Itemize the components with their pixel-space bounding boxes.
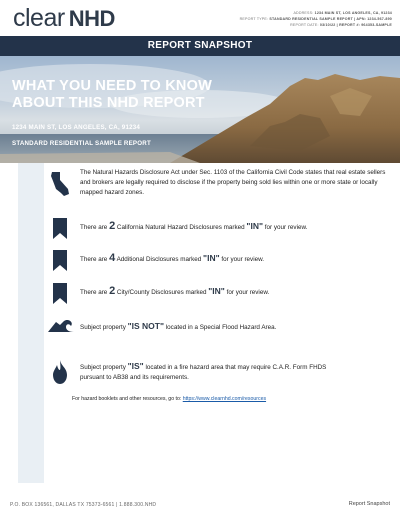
- hero-title: WHAT YOU NEED TO KNOW ABOUT THIS NHD REPORT: [12, 78, 212, 111]
- report-snapshot-banner: REPORT SNAPSHOT: [0, 36, 400, 56]
- hero-report-type: STANDARD RESIDENTIAL SAMPLE REPORT: [12, 140, 151, 147]
- meta-report-type: REPORT TYPE: STANDARD RESIDENTIAL SAMPLE REPORT | APN: 1234-567-890: [239, 17, 392, 21]
- bookmark-icon: [53, 218, 67, 239]
- city-county-text: There are 2 City/County Disclosures marked "IN" for your review.: [80, 285, 270, 297]
- page-header: [0, 0, 400, 36]
- resources-link[interactable]: https://www.clearnhd.com/resources: [182, 396, 267, 402]
- additional-disclosures-text: There are 4 Additional Disclosures marked "IN" for your review.: [80, 252, 265, 264]
- footer-contact: P.O. BOX 136561, DALLAS TX 75373-6561 | 1.888.300.NHD: [10, 502, 157, 508]
- clearnhd-logo: clear NHD: [13, 4, 115, 32]
- natural-hazard-text: There are 2 California Natural Hazard Disclosures marked "IN" for your review.: [80, 220, 308, 232]
- california-state-icon: [49, 171, 71, 197]
- bookmark-icon: [53, 283, 67, 304]
- hero-address: 1234 MAIN ST, LOS ANGELES, CA, 91234: [12, 124, 141, 131]
- bookmark-icon: [53, 250, 67, 271]
- report-meta: [240, 10, 392, 28]
- intro-text: The Natural Hazards Disclosure Act under Sec. 1103 of the California Civil Code states that real estate sellers and brokers are legally required to disclose if the property being sold lies within one or more state or locally mapped hazard zones.: [80, 169, 386, 196]
- meta-report-date: REPORT DATE: 03/10/22 | REPORT #: 964353-SAMPLE: [290, 23, 392, 27]
- hero-image: [0, 56, 400, 163]
- hazard-resources-note: For hazard booklets and other resources, go to: https://www.clearnhd.com/resources: [72, 396, 267, 402]
- footer-page-label: Report Snapshot: [348, 501, 390, 507]
- left-sidebar-strip: [18, 163, 44, 483]
- flood-wave-icon: [47, 318, 75, 334]
- flame-icon: [52, 360, 68, 384]
- fire-text: Subject property "IS" located in a fire hazard area that may require C.A.R. Form FHDS pursuant to AB38 and its requirements.: [80, 361, 327, 381]
- flood-text: Subject property "IS NOT" located in a Special Flood Hazard Area.: [80, 321, 277, 331]
- meta-address: ADDRESS: 1234 MAIN ST, LOS ANGELES, CA, 91234: [293, 11, 392, 15]
